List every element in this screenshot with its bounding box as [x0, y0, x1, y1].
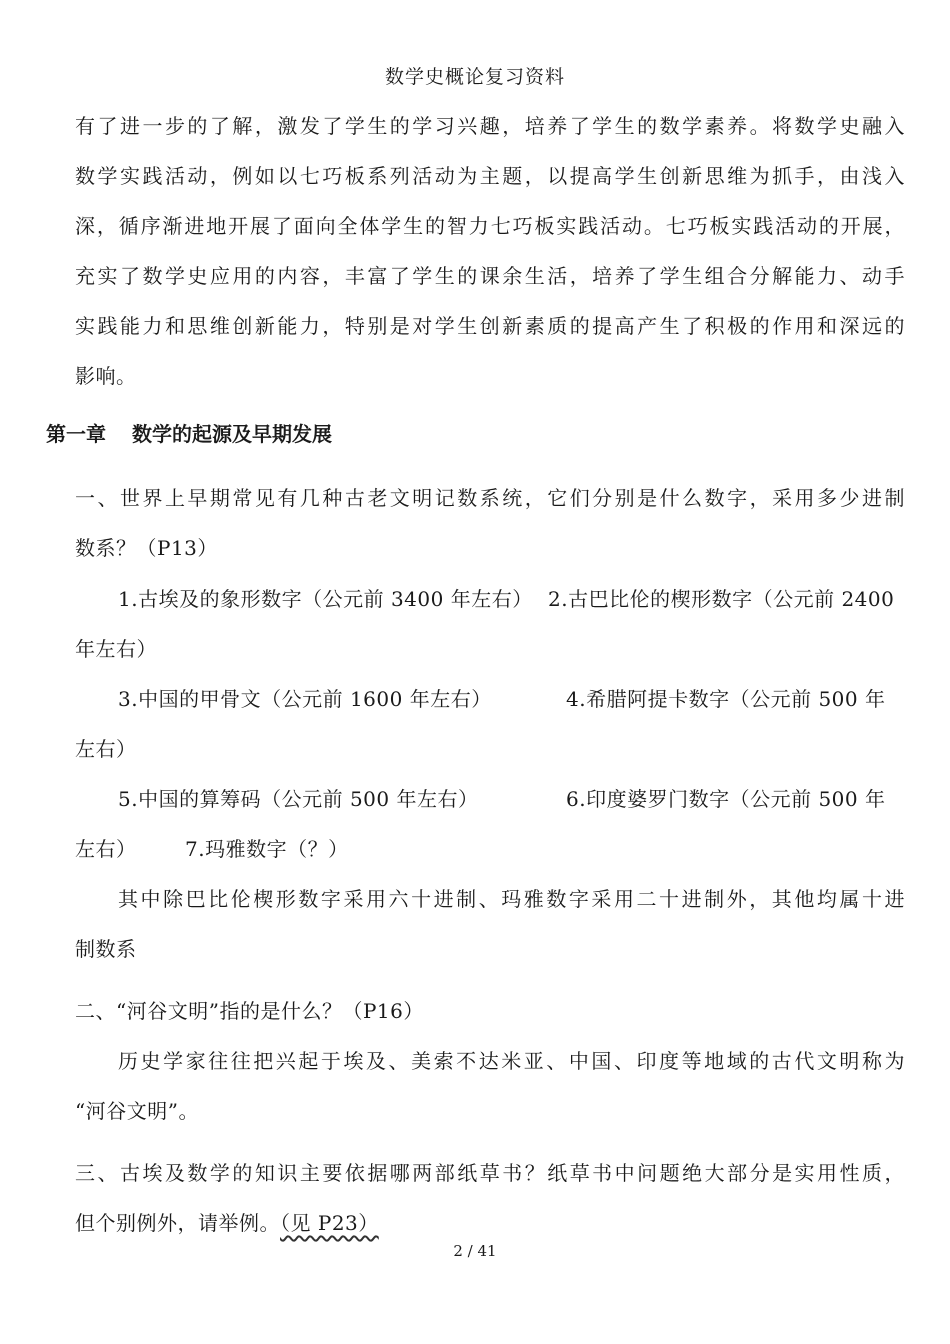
list-item-continued: 左右）	[75, 837, 137, 861]
answer-2-line: 历史学家往往把兴起于埃及、美索不达米亚、中国、印度等地域的古代文明称为	[118, 1049, 905, 1073]
answer-1-line: 其中除巴比伦楔形数字采用六十进制、玛雅数字采用二十进制外，其他均属十进	[118, 887, 905, 911]
question-2: 二、“河谷文明”指的是什么？（P16）	[75, 999, 424, 1023]
chapter-title: 数学的起源及早期发展	[132, 422, 332, 446]
question-1-line: 数系？（P13）	[75, 536, 218, 560]
list-item-continued: 年左右）	[75, 637, 157, 661]
intro-line: 实践能力和思维创新能力，特别是对学生创新素质的提高产生了积极的作用和深远的	[75, 314, 905, 338]
intro-line: 影响。	[75, 364, 137, 388]
list-item: 2.古巴比伦的楔形数字（公元前 2400	[548, 587, 895, 611]
answer-1-line: 制数系	[75, 937, 137, 961]
page-reference: （见 P23）	[280, 1211, 379, 1235]
list-item: 3.中国的甲骨文（公元前 1600 年左右）	[118, 687, 492, 711]
list-item: 1.古埃及的象形数字（公元前 3400 年左右）	[118, 587, 533, 611]
question-3-line: 三、古埃及数学的知识主要依据哪两部纸草书？纸草书中问题绝大部分是实用性质，	[75, 1161, 905, 1185]
chapter-number: 第一章	[46, 422, 106, 446]
chapter-heading	[46, 418, 332, 447]
intro-line: 有了进一步的了解，激发了学生的学习兴趣，培养了学生的数学素养。将数学史融入	[75, 114, 905, 138]
answer-2-line: “河谷文明”。	[75, 1099, 199, 1123]
intro-line: 充实了数学史应用的内容，丰富了学生的课余生活，培养了学生组合分解能力、动手	[75, 264, 905, 288]
question-3-text: 但个别例外，请举例。	[75, 1211, 280, 1235]
list-item: 4.希腊阿提卡数字（公元前 500 年	[566, 687, 886, 711]
list-item: 6.印度婆罗门数字（公元前 500 年	[566, 787, 886, 811]
question-3-line	[75, 1207, 379, 1236]
page-number: 2 / 41	[453, 1242, 497, 1260]
page-header-title: 数学史概论复习资料	[384, 66, 565, 88]
list-item-continued: 左右）	[75, 737, 137, 761]
intro-line: 数学实践活动，例如以七巧板系列活动为主题，以提高学生创新思维为抓手，由浅入	[75, 164, 905, 188]
question-1-line: 一、世界上早期常见有几种古老文明记数系统，它们分别是什么数字，采用多少进制	[75, 486, 905, 510]
list-item: 7.玛雅数字（？）	[185, 837, 349, 861]
intro-line: 深，循序渐进地开展了面向全体学生的智力七巧板实践活动。七巧板实践活动的开展，	[75, 214, 905, 238]
list-item: 5.中国的算筹码（公元前 500 年左右）	[118, 787, 479, 811]
